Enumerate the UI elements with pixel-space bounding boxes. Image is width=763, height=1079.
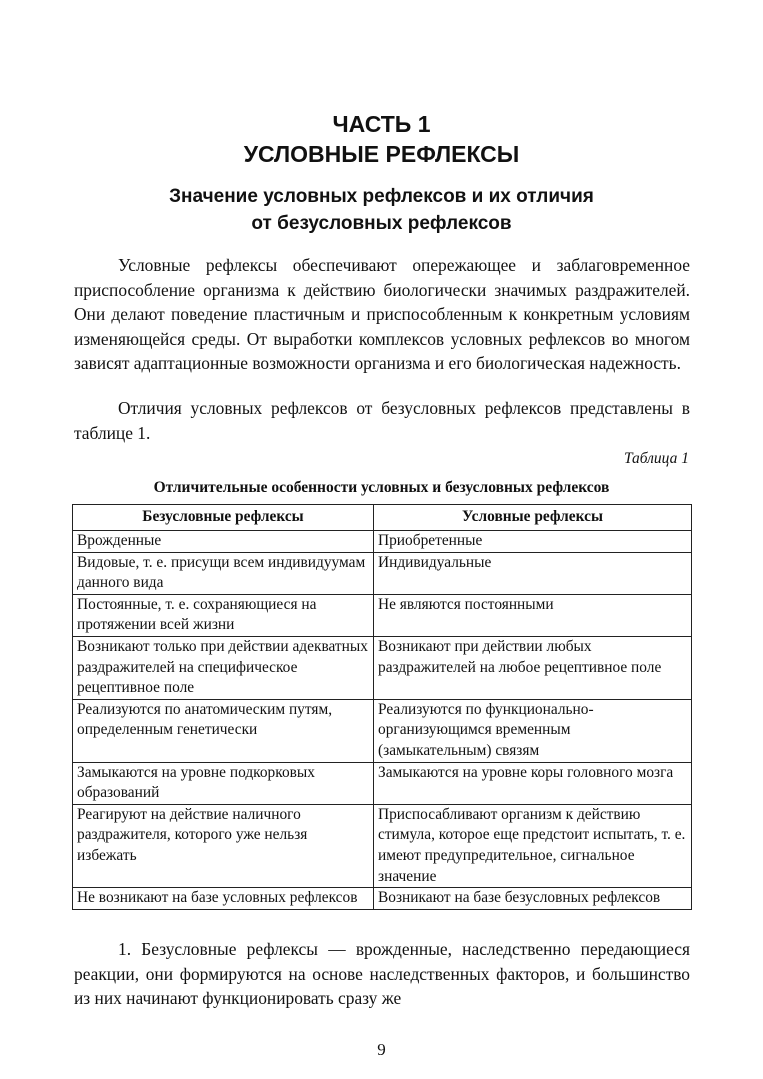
table-caption: Отличительные особенности условных и безусловных рефлексов xyxy=(153,479,610,496)
table-cell-unconditioned: Замыкаются на уровне подкорковых образований xyxy=(73,762,374,804)
paragraph-unconditioned-definition: 1. Безусловные рефлексы — врожденные, наследственно передающиеся реакции, они формируются на основе наследственных факторов, и большинство из них начинают функционировать сразу же xyxy=(74,939,690,1009)
table-row xyxy=(73,552,692,594)
table-cell-conditioned: Не являются постоянными xyxy=(374,594,692,636)
table-cell-conditioned: Приобретенные xyxy=(374,531,692,553)
table-row xyxy=(73,531,692,553)
page-number: 9 xyxy=(377,1040,386,1059)
table-cell-conditioned: Замыкаются на уровне коры головного мозга xyxy=(374,762,692,804)
table-cell-unconditioned: Реализуются по анатомическим путям, определенным генетически xyxy=(73,699,374,762)
table-cell-conditioned: Возникают при действии любых раздражителей на любое рецептивное поле xyxy=(374,636,692,699)
table-row xyxy=(73,636,692,699)
table-cell-unconditioned: Видовые, т. е. присущи всем индивидуумам данного вида xyxy=(73,552,374,594)
table-cell-conditioned: Приспосабливают организм к действию стимула, которое еще предстоит испытать, т. е. имеют предупредительное, сигнальное значение xyxy=(374,804,692,887)
table-cell-conditioned: Реализуются по функционально-организующимся временным (замыкательным) связям xyxy=(374,699,692,762)
table-row xyxy=(73,699,692,762)
table-row xyxy=(73,762,692,804)
table-header-row xyxy=(73,505,692,531)
part-number-heading: ЧАСТЬ 1 xyxy=(332,111,431,137)
table-cell-unconditioned: Постоянные, т. е. сохраняющиеся на протяжении всей жизни xyxy=(73,594,374,636)
table-cell-conditioned: Возникают на базе безусловных рефлексов xyxy=(374,888,692,910)
table-cell-conditioned: Индивидуальные xyxy=(374,552,692,594)
table-row xyxy=(73,888,692,910)
header-unconditioned: Безусловные рефлексы xyxy=(73,505,374,531)
section-title-line-1: Значение условных рефлексов и их отличия xyxy=(169,186,594,207)
header-conditioned: Условные рефлексы xyxy=(374,505,692,531)
section-title-line-2: от безусловных рефлексов xyxy=(251,213,512,234)
reflex-comparison-table xyxy=(72,504,692,910)
table-row xyxy=(73,804,692,887)
table-label: Таблица 1 xyxy=(623,450,689,467)
part-title-heading: УСЛОВНЫЕ РЕФЛЕКСЫ xyxy=(243,141,520,167)
table-cell-unconditioned: Возникают только при действии адекватных раздражителей на специфическое рецептивное поле xyxy=(73,636,374,699)
table-cell-unconditioned: Врожденные xyxy=(73,531,374,553)
paragraph-table-reference: Отличия условных рефлексов от безусловных рефлексов представлены в таблице 1. xyxy=(74,398,690,443)
paragraph-intro: Условные рефлексы обеспечивают опережающее и заблаговременное приспособление организма к действию биологически значимых раздражителей. Они делают поведение пластичным и приспособленным к конкретным условиям изменяющейся среды. От выработки комплексов условных рефлексов во многом зависят адаптационные возможности организма и его биологическая надежность. xyxy=(74,255,690,374)
table-cell-unconditioned: Реагируют на действие наличного раздражителя, которого уже нельзя избежать xyxy=(73,804,374,887)
table-cell-unconditioned: Не возникают на базе условных рефлексов xyxy=(73,888,374,910)
table-row xyxy=(73,594,692,636)
